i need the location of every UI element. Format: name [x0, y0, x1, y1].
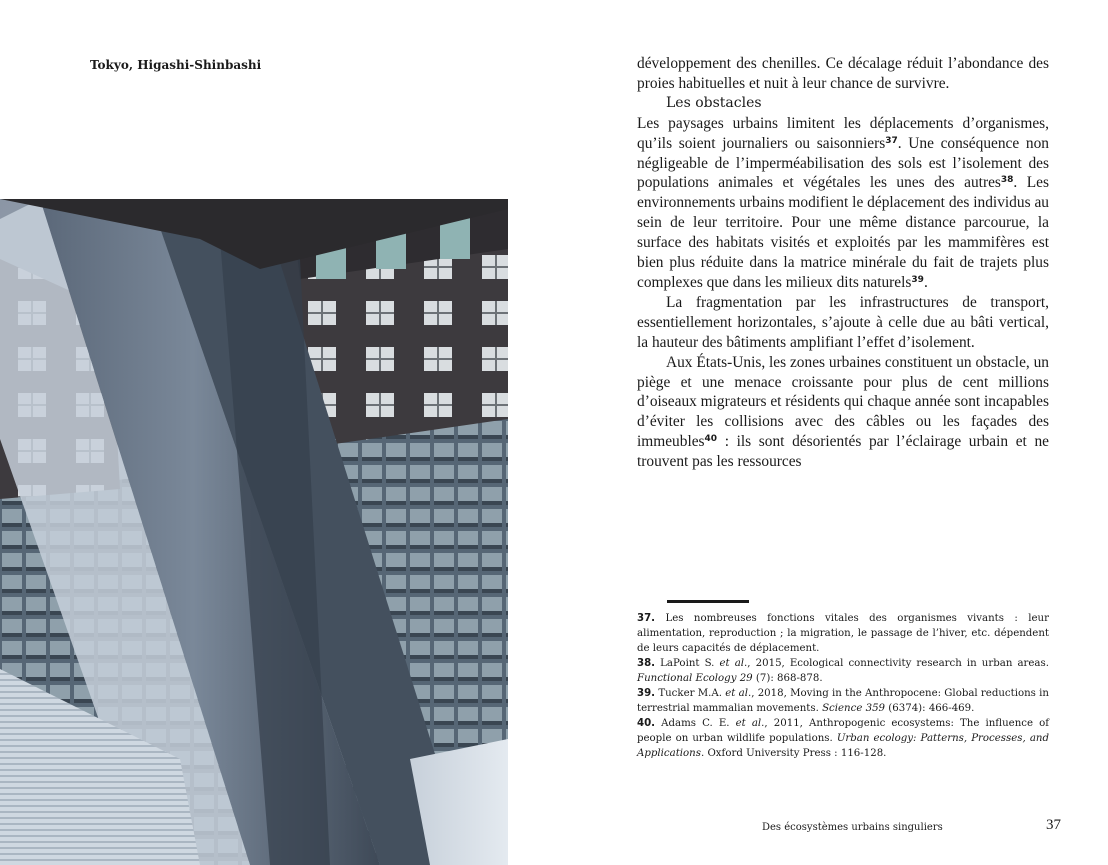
text-run: . Une conséquence non négligeable de l’imperméabilisation des sols est l’isolement des populations animales et végétales les unes des autres [637, 134, 1049, 192]
footnote-text: Tucker M.A. [658, 688, 722, 699]
section-heading: Les obstacles [666, 94, 762, 111]
footnote-etal: et al. [725, 688, 752, 699]
footnote-text: (6374): 466-469. [885, 703, 975, 714]
footnote-ref-37[interactable]: 37 [885, 135, 898, 146]
footnote-ref-38[interactable]: 38 [1000, 175, 1014, 186]
footnote-ref-40[interactable]: 40 [704, 434, 718, 445]
paragraph [637, 353, 1049, 472]
footnote-39 [637, 686, 1049, 716]
footnote-text: (7): 868-878. [752, 673, 823, 684]
paragraph: développement des chenilles. Ce décalage réduit l’abondance des proies habituelles et nuit à leur chance de survivre. [637, 55, 1049, 92]
running-footer: Des écosystèmes urbains singuliers [762, 822, 943, 833]
footnote-text: , 2011, Anthropogenic ecosystems: The influence of people on urban wildlife populations. [637, 718, 1049, 744]
footnote-text: , 2018, Moving in the Anthropocene: Global reductions in terrestrial mammalian movements. [637, 688, 1049, 714]
footnote-text: , 2015, Ecological connectivity research in urban areas. [747, 658, 1049, 669]
footnote-journal: Urban ecology: Patterns, Processes, and Applications. [637, 733, 1049, 759]
footnote-etal: et al. [719, 658, 748, 669]
footnote-text: Les nombreuses fonctions vitales des organismes vivants : leur alimentation, reproduction ; la migration, le passage de l’hiver, etc. dépendent de leurs capacités de déplacement. [637, 613, 1049, 654]
footnote-number: 37. [637, 613, 656, 624]
photo-caption: Tokyo, Higashi-Shinbashi [90, 58, 262, 72]
footnote-38 [637, 656, 1049, 686]
footnote-etal: et al. [735, 718, 765, 729]
footnote-text: Oxford University Press : 116-128. [704, 748, 887, 759]
paragraph: La fragmentation par les infrastructures de transport, essentiellement horizontales, s’ajoute à celle due au bâti vertical, la hauteur des bâtiments amplifiant l’effet d’isolement. [637, 293, 1049, 351]
page-number: 37 [1046, 817, 1061, 833]
text-run: Les paysages urbains limitent les déplacements d’organismes, qu’ils soient journaliers ou saisonniers [637, 114, 1049, 152]
footnote-ref-39[interactable]: 39 [911, 274, 924, 285]
footnote-text: LaPoint S. [660, 658, 715, 669]
text-run: : ils sont désorientés par l’éclairage urbain et ne trouvent pas les ressources [637, 433, 1049, 471]
text-run: . Les environnements urbains modifient le déplacement des individus au sein de leur territoire. Pour une même distance parcourue, la surface des habitats visités et exploités par les mammifères est bien plus réduite dans la matrice minérale du fait de trajets plus complexes que dans les milieux dits naturels [637, 174, 1049, 291]
text-run: . [923, 273, 928, 291]
footnote-number: 39. [637, 688, 656, 699]
building-photo [0, 199, 508, 865]
footnote-journal: Functional Ecology 29 [637, 673, 753, 684]
footnotes [637, 611, 1049, 761]
footnote-divider [667, 600, 749, 603]
footnote-37 [637, 611, 1049, 656]
footnote-number: 40. [637, 718, 656, 729]
paragraph [637, 114, 1049, 293]
footnote-40 [637, 716, 1049, 761]
footnote-number: 38. [637, 658, 656, 669]
body-text [637, 54, 1049, 472]
text-run: Aux États-Unis, les zones urbaines constituent un obstacle, un piège et une menace croissante pour plus de cent millions d’oiseaux migrateurs et résidents qui chaque année sont incapables d’éviter les collisions avec des câbles ou les façades des immeubles [637, 353, 1049, 451]
footnote-text: Adams C. E. [661, 718, 730, 729]
footnote-journal: Science 359 [822, 703, 886, 714]
